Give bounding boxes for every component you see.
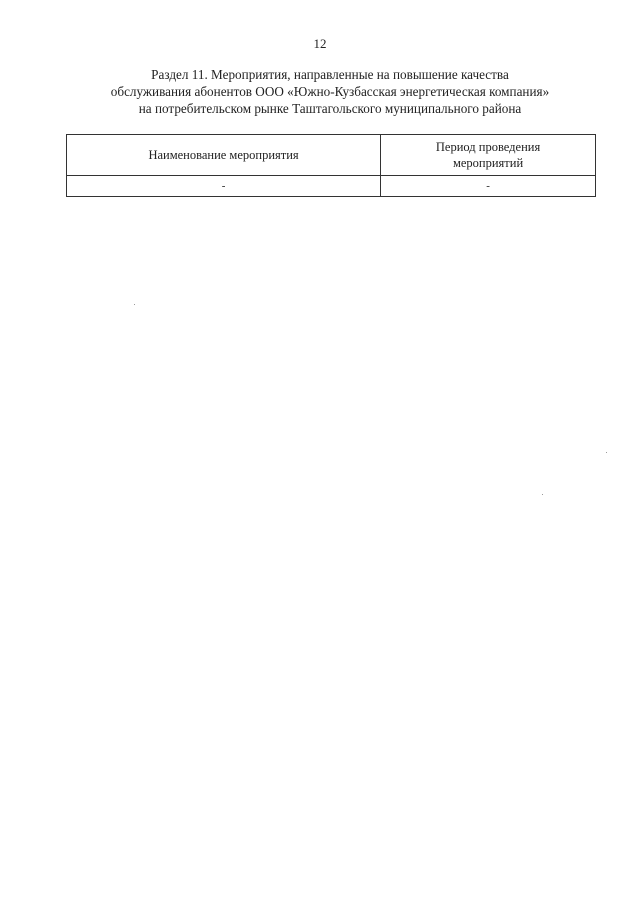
cell-event-period: - (381, 176, 596, 197)
table-row (67, 176, 596, 197)
table-header-row (67, 135, 596, 176)
header-event-name: Наименование мероприятия (67, 135, 381, 176)
events-table (66, 134, 596, 197)
scan-speck (542, 494, 543, 495)
section-title (60, 66, 600, 117)
header-event-period-line-2: мероприятий (452, 156, 524, 170)
section-title-line-1: Раздел 11. Мероприятия, направленные на повышение качества (151, 67, 509, 82)
scan-speck (606, 452, 607, 453)
header-event-period-line-1: Период проведения (435, 140, 541, 154)
section-title-line-2: обслуживания абонентов ООО «Южно-Кузбасская энергетическая компания» (110, 84, 550, 99)
cell-event-name: - (67, 176, 381, 197)
section-title-line-3: на потребительском рынке Таштагольского муниципального района (138, 101, 522, 116)
page-number: 12 (313, 36, 327, 51)
header-event-period (381, 135, 596, 176)
scan-speck (134, 304, 135, 305)
